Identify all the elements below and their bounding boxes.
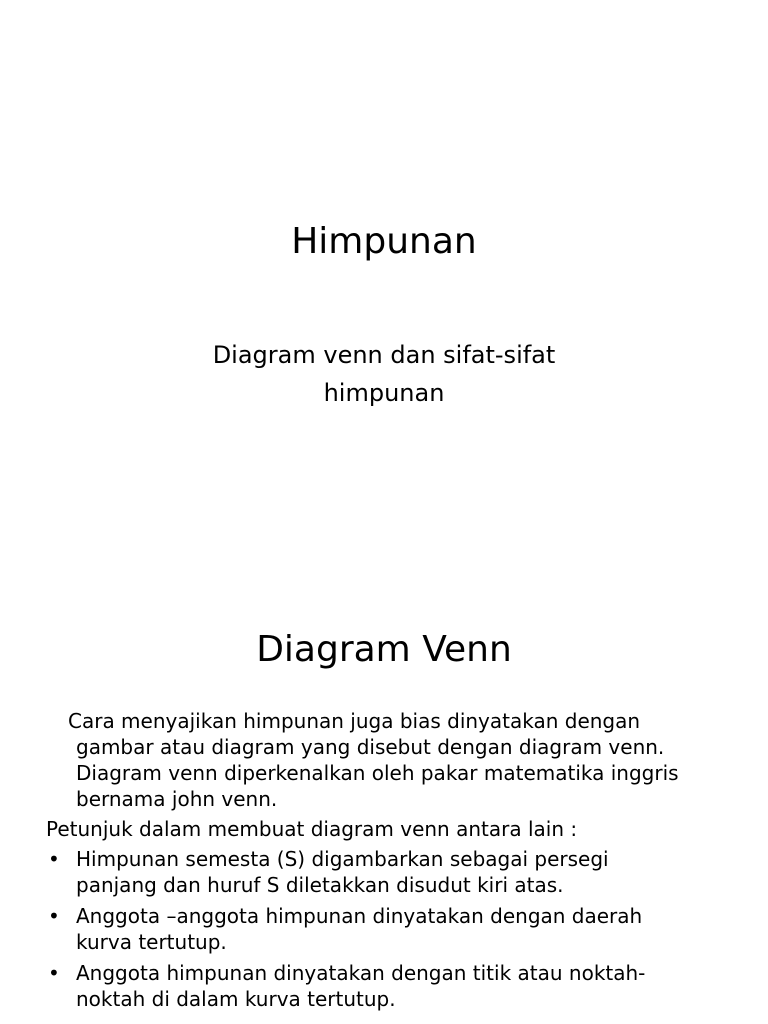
bullet-item — [46, 846, 746, 898]
bullet-icon: • — [48, 904, 60, 928]
bullet-item — [46, 960, 746, 1012]
bullet-line: kurva tertutup. — [76, 930, 227, 954]
bullet-icon: • — [48, 847, 60, 871]
bullet-line: Anggota –anggota himpunan dinyatakan dengan daerah — [76, 904, 643, 928]
bullet-line: noktah di dalam kurva tertutup. — [76, 987, 396, 1011]
slide-subtitle — [0, 336, 768, 412]
intro-line: Diagram venn diperkenalkan oleh pakar matematika inggris — [76, 761, 679, 785]
slide-title: Diagram Venn — [256, 629, 512, 670]
bullet-line: Himpunan semesta (S) digambarkan sebagai persegi — [76, 847, 609, 871]
bullet-line: panjang dan huruf S diletakkan disudut kiri atas. — [76, 873, 564, 897]
subtitle-line: himpunan — [323, 379, 445, 407]
intro-line: gambar atau diagram yang disebut dengan diagram venn. — [76, 735, 665, 759]
bullet-item — [46, 903, 746, 955]
intro-line: bernama john venn. — [76, 787, 278, 811]
subtitle-line: Diagram venn dan sifat-sifat — [212, 341, 556, 369]
content-slide — [0, 512, 768, 1024]
bullet-line: Anggota himpunan dinyatakan dengan titik atau noktah- — [76, 961, 646, 985]
bullet-icon: • — [48, 961, 60, 985]
bullet-list — [46, 846, 746, 1012]
petunjuk-text: Petunjuk dalam membuat diagram venn antara lain : — [46, 817, 578, 841]
intro-paragraph — [46, 708, 746, 812]
slide-body — [46, 708, 746, 1017]
slide-title: Himpunan — [291, 221, 477, 262]
intro-line: Cara menyajikan himpunan juga bias dinyatakan dengan — [68, 709, 641, 733]
